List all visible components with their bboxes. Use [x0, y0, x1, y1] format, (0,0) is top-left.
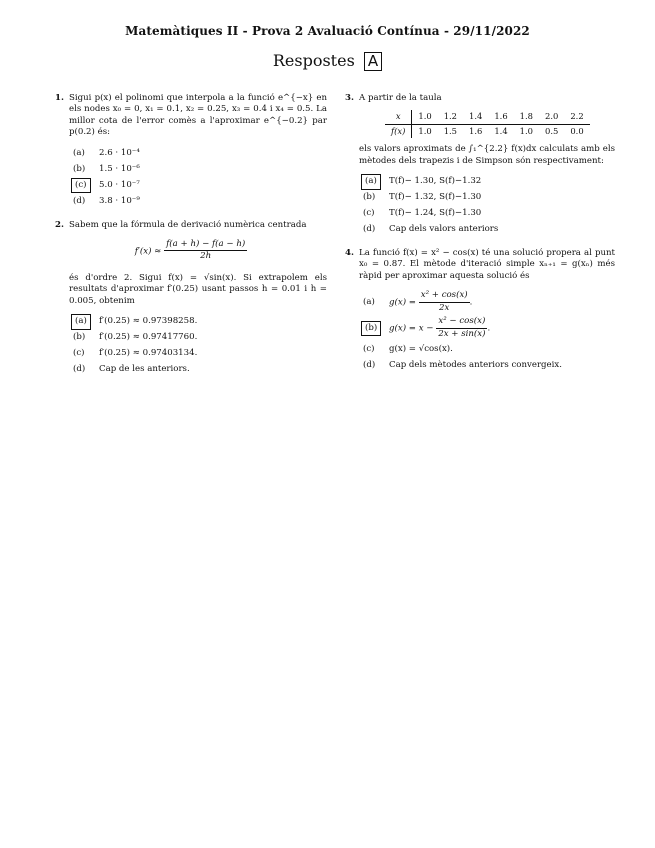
question-text [55, 93, 327, 139]
option-label-selected: (c) [71, 178, 99, 193]
option-d[interactable] [361, 357, 615, 373]
question-text [345, 93, 615, 104]
fraction-numerator: x² + cos(x) [419, 290, 470, 302]
values-table [385, 110, 590, 138]
table-row-x [385, 110, 590, 124]
question-statement-2: és d'ordre 2. Sigui f(x) = √sin(x). Si extrapolem els resultats d'aproximar f′(0.25) usant passos h = 0.01 i h = 0.005, obtenim [69, 272, 327, 306]
table-row-header: x [385, 110, 412, 124]
option-c[interactable] [361, 206, 615, 222]
option-lhs: g(x) = [389, 297, 416, 308]
option-value: 1.5 · 10⁻⁶ [99, 163, 140, 174]
table-cell: 1.6 [469, 125, 483, 136]
option-value: Cap de les anteriors. [99, 364, 190, 375]
option-b[interactable] [71, 330, 327, 346]
table-cell: 1.0 [519, 125, 533, 136]
question-1 [55, 93, 327, 210]
option-label: (b) [73, 163, 86, 174]
option-label: (d) [73, 364, 86, 375]
question-number: 3. [345, 93, 354, 103]
option-c[interactable] [361, 341, 615, 357]
question-number: 2. [55, 219, 64, 230]
option-label-selected: (b) [361, 321, 389, 336]
table-cell: 1.5 [443, 125, 458, 136]
option-c[interactable] [71, 178, 327, 194]
option-tail: . [487, 323, 491, 334]
fraction-denominator: 2x + sin(x) [438, 328, 486, 339]
question-2 [55, 220, 327, 378]
question-text [345, 248, 615, 282]
table-cell: 1.8 [514, 110, 539, 124]
option-a[interactable] [361, 289, 615, 315]
option-value: Cap dels mètodes anteriors convergeix. [389, 359, 562, 370]
formula-numerator: f(a + h) − f(a − h) [164, 239, 247, 251]
option-value: 5.0 · 10⁻⁷ [99, 179, 140, 190]
question-statement: Sigui p(x) el polinomi que interpola a la funció e^{−x} en els nodes x₀ = 0, x₁ = 0.1, x₂ = 0.25, x₃ = 0.4 i x₄ = 0.5. La millor cota de l'error comès a l'aproximar e^{−0.2} par p(0.2) és: [69, 93, 327, 138]
option-label-selected: (a) [71, 314, 99, 329]
question-text [55, 220, 327, 231]
formula-lhs: f′(x) ≈ [134, 246, 162, 257]
option-c[interactable] [71, 346, 327, 362]
table-cell: 2.2 [564, 110, 589, 124]
table-cell: 0.5 [545, 125, 559, 136]
question-statement: Sabem que la fórmula de derivació numèrica centrada [69, 219, 307, 230]
option-d[interactable] [71, 194, 327, 210]
option-tail: . [469, 297, 473, 308]
option-label: (c) [363, 208, 375, 219]
option-b[interactable] [361, 315, 615, 341]
left-column [55, 93, 327, 388]
formula-fraction [164, 239, 247, 263]
answers-heading [0, 51, 655, 71]
option-value: g(x) = √cos(x). [389, 343, 453, 354]
option-d[interactable] [361, 222, 615, 238]
option-fraction [419, 290, 470, 314]
question-statement: A partir de la taula [359, 93, 442, 103]
question-text-continued [345, 144, 615, 167]
option-b[interactable] [71, 162, 327, 178]
option-d[interactable] [71, 362, 327, 378]
exam-version-badge: A [364, 52, 382, 71]
table-cell: 1.6 [488, 110, 513, 124]
option-value: f′(0.25) ≈ 0.97398258. [99, 316, 198, 327]
table-cell: 0.0 [570, 125, 584, 136]
option-a[interactable] [71, 314, 327, 330]
formula-denominator: 2h [200, 251, 212, 262]
right-column [345, 93, 615, 383]
option-value: 2.6 · 10⁻⁴ [99, 147, 140, 158]
option-label: (c) [363, 343, 375, 354]
table-cell: 1.4 [463, 110, 488, 124]
option-label: (b) [363, 192, 376, 203]
option-label: (a) [363, 296, 375, 307]
question-number: 4. [345, 248, 354, 259]
option-label: (a) [73, 147, 85, 158]
option-label: (d) [363, 359, 376, 370]
option-value: T(f)− 1.32, S(f)−1.30 [389, 192, 482, 203]
question-3 [345, 93, 615, 238]
option-b[interactable] [361, 190, 615, 206]
table-cell: 1.0 [418, 125, 432, 136]
table-cell: 1.4 [494, 125, 508, 136]
option-a[interactable] [361, 174, 615, 190]
table-row-header: f(x) [385, 124, 412, 138]
fraction-denominator: 2x [439, 302, 450, 313]
table-row-fx [385, 124, 590, 138]
option-lhs: g(x) = x − [389, 323, 434, 334]
option-value [389, 290, 472, 314]
question-statement-2: els valors aproximats de ∫₁^{2.2} f(x)dx calculats amb els mètodes dels trapezis i de Simpson són respectivament: [359, 144, 615, 166]
question-statement: La funció f(x) = x² − cos(x) té una solució propera al punt x₀ = 0.87. El mètode d'iteració simple xₙ₊₁ = g(xₙ) més ràpid per aproximar aquesta solució és [359, 248, 615, 281]
option-label-selected: (a) [361, 174, 389, 189]
option-value [389, 316, 490, 340]
options-list [345, 289, 615, 373]
options-list [55, 146, 327, 210]
table-cell: 1.0 [412, 110, 438, 124]
derivative-formula [55, 239, 327, 263]
option-fraction [436, 316, 487, 340]
option-value: Cap dels valors anteriors [389, 224, 499, 235]
option-value: 3.8 · 10⁻⁹ [99, 195, 140, 206]
option-label: (b) [73, 332, 86, 343]
option-value: f′(0.25) ≈ 0.97417760. [99, 332, 198, 343]
option-value: f′(0.25) ≈ 0.97403134. [99, 348, 198, 359]
table-cell: 1.2 [438, 110, 463, 124]
option-value: T(f)− 1.30, S(f)−1.32 [389, 176, 482, 187]
option-value: T(f)− 1.24, S(f)−1.30 [389, 208, 482, 219]
question-text-continued [55, 273, 327, 307]
option-label: (d) [363, 224, 376, 235]
options-list [55, 314, 327, 378]
fraction-numerator: x² − cos(x) [436, 316, 487, 328]
table-cell: 2.0 [539, 110, 564, 124]
options-list [345, 174, 615, 238]
option-label: (d) [73, 195, 86, 206]
option-label: (c) [73, 348, 85, 359]
answers-label: Respostes [272, 51, 355, 70]
option-a[interactable] [71, 146, 327, 162]
exam-title: Matemàtiques II - Prova 2 Avaluació Contínua - 29/11/2022 [125, 24, 530, 38]
question-4 [345, 248, 615, 373]
question-number: 1. [55, 93, 64, 103]
